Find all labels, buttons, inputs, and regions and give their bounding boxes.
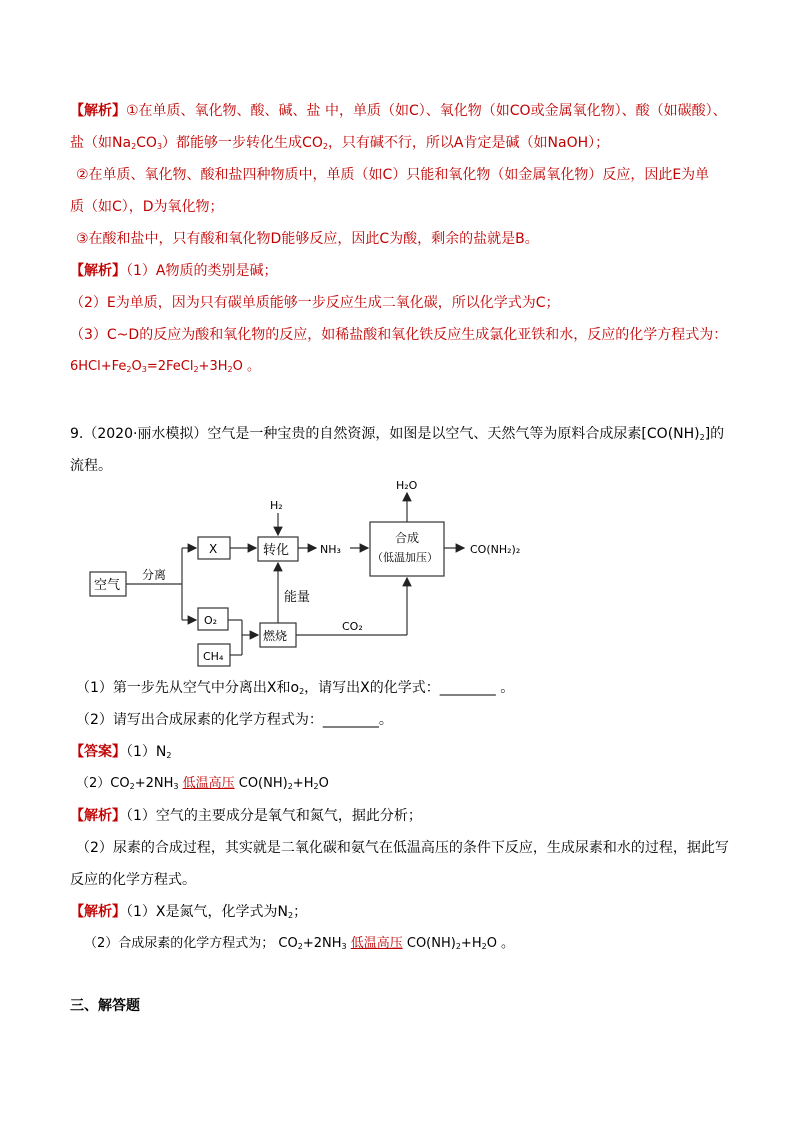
analysis1-line5: ③在酸和盐中，只有酸和氧化物D能够反应，因此C为酸，剩余的盐就是B。 bbox=[76, 231, 539, 247]
analysis2-line3: （3）C~D的反应为酸和氧化物的反应，如稀盐酸和氧化铁反应生成氯化亚铁和水，反应的化学方程式为： bbox=[70, 327, 728, 343]
analysis4-line1: 【解析】（1）X是氮气，化学式为$N_2$； bbox=[70, 904, 308, 920]
analysis1-line4: 质（如C），D为氧化物； bbox=[70, 199, 224, 215]
synthesis-condition: （低温加压） bbox=[372, 551, 438, 564]
synthesis-flow-diagram bbox=[80, 475, 540, 670]
energy-label: 能量 bbox=[284, 590, 311, 605]
question9-part2: （2）请写出合成尿素的化学方程式为：________。 bbox=[76, 712, 393, 728]
answer-line1: 【答案】$(1)N_2$ bbox=[70, 744, 172, 760]
section-title: 三、解答题 bbox=[70, 998, 140, 1014]
ch4-label: CH₄ bbox=[203, 650, 224, 663]
analysis-tag: 【解析】 bbox=[70, 904, 126, 920]
question9-line2: 流程。 bbox=[70, 458, 112, 474]
analysis2-line1: 【解析】（1）A物质的类别是碱； bbox=[70, 263, 278, 279]
product-label: CO(NH₂)₂ bbox=[470, 543, 521, 556]
burn-label: 燃烧 bbox=[263, 629, 288, 643]
question9-part1: （1）第一步先从空气中分离出X和$o_2$，请写出X的化学式：________ 。 bbox=[76, 680, 515, 696]
answer-tag: 【答案】 bbox=[70, 744, 126, 760]
analysis1-line3: ②在单质、氧化物、酸和盐四种物质中，单质（如C）只能和氧化物（如金属氧化物）反应，因此E为单 bbox=[76, 167, 710, 183]
analysis2-line2: （2）E为单质，因为只有碳单质能够一步反应生成二氧化碳，所以化学式为C； bbox=[70, 295, 560, 311]
h2-label: H₂ bbox=[270, 499, 283, 512]
analysis3-line3: 反应的化学方程式。 bbox=[70, 872, 196, 888]
analysis2-equation: $6HCl+Fe_2O_3=2FeCl_2+3H_2O$ 。 bbox=[70, 359, 260, 374]
h2o-label: H₂O bbox=[396, 479, 418, 492]
separate-label: 分离 bbox=[142, 568, 167, 582]
analysis-tag: 【解析】 bbox=[70, 103, 126, 119]
answer-equation: $(2)CO_2+2NH_3$ 低温高压 $CO(NH)_2+H_2O$ bbox=[76, 776, 329, 791]
analysis1-line2: 盐（如$Na_2CO_3$）都能够一步转化生成$CO_2$，只有碱不行，所以A肯定是碱（如NaOH）； bbox=[70, 135, 610, 151]
air-label: 空气 bbox=[94, 578, 121, 593]
co2-label: CO₂ bbox=[342, 620, 363, 633]
synthesis-label: 合成 bbox=[395, 531, 420, 545]
condition-text: 低温高压 bbox=[350, 936, 403, 951]
nh3-label: NH₃ bbox=[320, 543, 341, 556]
analysis-tag: 【解析】 bbox=[70, 263, 126, 279]
question9-line1: 9.（2020·丽水模拟）空气是一种宝贵的自然资源，如图是以空气、天然气等为原料合成尿素$[CO(NH)_2]$的 bbox=[70, 426, 725, 442]
analysis1-line1: 【解析】①在单质、氧化物、酸、碱、盐 中，单质（如C）、氧化物（如CO或金属氧化物）、酸（如碳酸）、 bbox=[70, 103, 727, 119]
o2-label: O₂ bbox=[204, 614, 218, 627]
analysis4-equation: （2）合成尿素的化学方程式为； $CO_2+2NH_3$ 低温高压 $CO(NH)_2+H_2O$ 。 bbox=[84, 936, 515, 951]
condition-text: 低温高压 bbox=[182, 776, 235, 791]
analysis3-line2: （2）尿素的合成过程，其实就是二氧化碳和氨气在低温高压的条件下反应，生成尿素和水的过程，据此写 bbox=[76, 840, 729, 856]
analysis-tag: 【解析】 bbox=[70, 808, 126, 824]
x-label: X bbox=[209, 542, 218, 556]
transform-label: 转化 bbox=[263, 543, 290, 558]
analysis3-line1: 【解析】（1）空气的主要成分是氧气和氮气，据此分析； bbox=[70, 808, 422, 824]
